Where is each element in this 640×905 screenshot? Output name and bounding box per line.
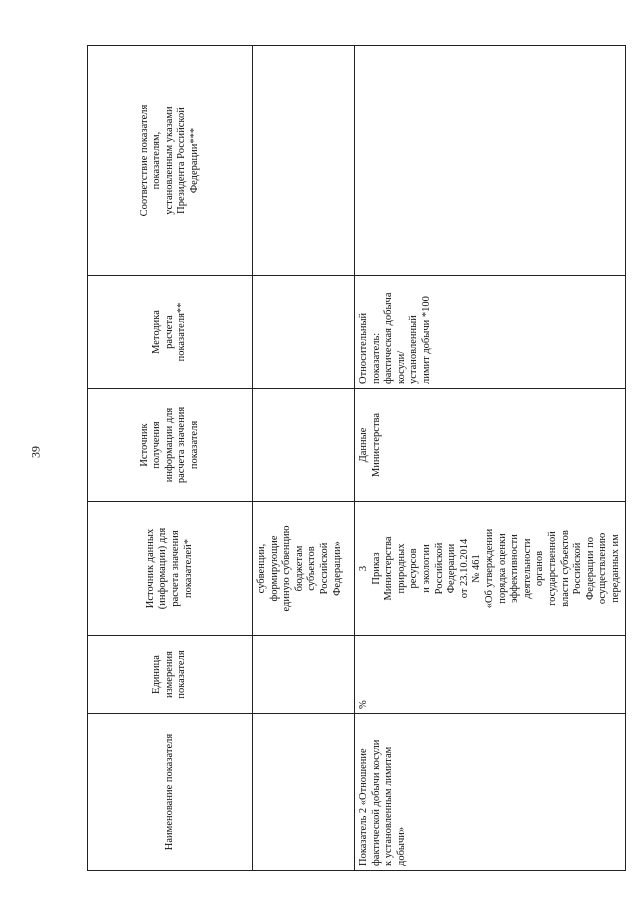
cell-info-source: Данные Министерства [355,389,626,502]
cell-unit: % [355,636,626,714]
table-header-row [88,46,253,871]
header-calculation-method: Методика расчета показателя** [88,276,253,389]
header-info-source: Источник получения информации для расчета значения показателя [88,389,253,502]
cell-unit [253,636,355,714]
cell-decree-compliance [355,46,626,276]
header-unit: Единица измерения показателя [88,636,253,714]
cell-decree-compliance [253,46,355,276]
cell-data-source: субвенции, формирующие единую субвенцию бюджетам субъектов Российской Федерации» [253,502,355,636]
cell-data-source: 3 Приказ Министерства природных ресурсов и экологии Российской Федерации от 23.10.2014 № 461 «Об утверждении порядка оценки эффективности деятельности органов государственной власти субъектов Российской Федерации по осуществлению переданных им [355,502,626,636]
header-presidential-decree-compliance: Соответствие показателя показателям, установленным указами Президента Российской Федерации*** [88,46,253,276]
cell-calculation-method [253,276,355,389]
indicator-table [87,45,626,871]
cell-indicator-name [253,714,355,871]
header-indicator-name: Наименование показателя [88,714,253,871]
indicator-table-sheet [87,46,621,871]
cell-indicator-name: Показатель 2 «Отношение фактической добычи косули к установленным лимитам добычи» [355,714,626,871]
table-row [355,46,626,871]
table-row [253,46,355,871]
page-number: 39 [28,446,43,458]
cell-calculation-method: Относительный показатель: фактическая добыча косули/ установленный лимит добычи *100 [355,276,626,389]
cell-info-source [253,389,355,502]
header-data-source: Источник данных (информации) для расчета значения показателей* [88,502,253,636]
